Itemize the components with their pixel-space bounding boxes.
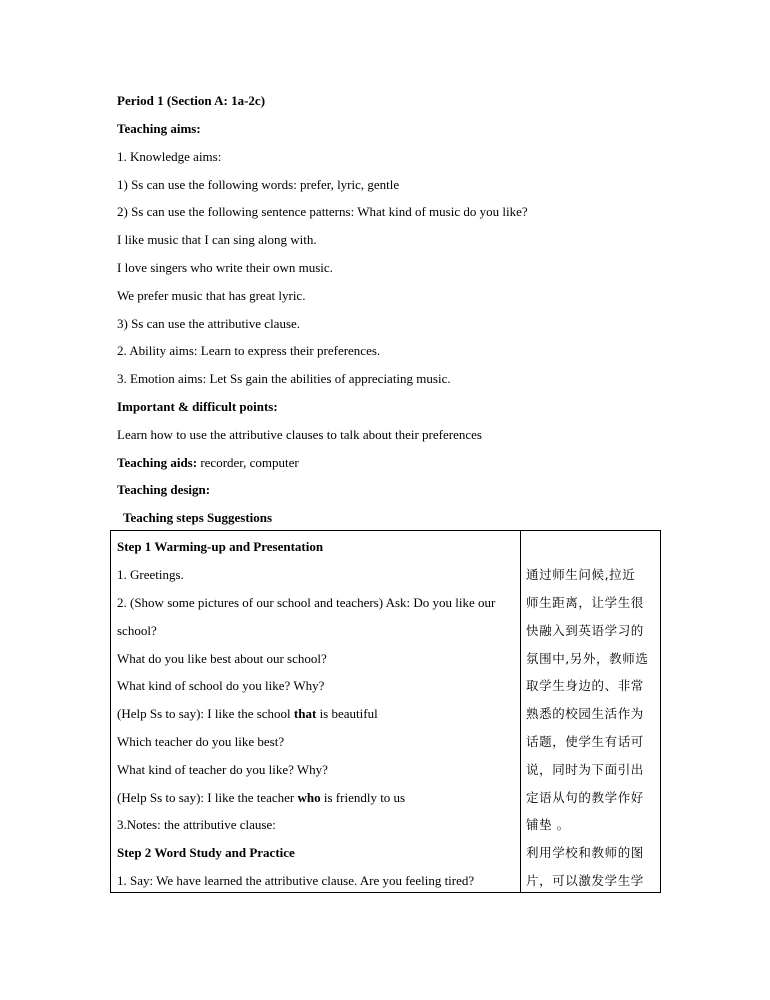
- suggestion-line: 快融入到英语学习的: [526, 623, 644, 638]
- suggestion-line: 定语从句的教学作好: [526, 790, 644, 805]
- teaching-design-heading: Teaching design:: [117, 482, 211, 497]
- step1-greetings: 1. Greetings.: [117, 567, 184, 582]
- help-teacher-relative: who: [297, 790, 321, 805]
- help-teacher-pre: (Help Ss to say): I like the teacher: [117, 790, 298, 805]
- help-school-sentence: [117, 706, 378, 722]
- example-sentence-2: I love singers who write their own music.: [117, 260, 333, 275]
- step1-show-pictures: 2. (Show some pictures of our school and teachers) Ask: Do you like our: [117, 595, 496, 610]
- question-kind-teacher: What kind of teacher do you like? Why?: [117, 762, 328, 777]
- suggestion-line: 利用学校和教师的图: [526, 845, 644, 860]
- teaching-aids-label: Teaching aids:: [117, 455, 198, 470]
- help-school-pre: (Help Ss to say): I like the school: [117, 706, 294, 721]
- suggestion-line: 氛围中,另外，教师选: [526, 651, 649, 666]
- aim-clause: 3) Ss can use the attributive clause.: [117, 316, 301, 331]
- question-teacher-best: Which teacher do you like best?: [117, 734, 285, 749]
- step2-heading: Step 2 Word Study and Practice: [117, 845, 295, 860]
- knowledge-aims: 1. Knowledge aims:: [117, 149, 222, 164]
- help-teacher-post: is friendly to us: [320, 790, 406, 805]
- suggestion-line: 话题，使学生有话可: [526, 734, 644, 749]
- suggestion-line: 说，同时为下面引出: [526, 762, 644, 777]
- step1-heading: Step 1 Warming-up and Presentation: [117, 539, 324, 554]
- suggestion-line: 取学生身边的、非常: [526, 678, 644, 693]
- suggestion-line: 铺垫 。: [526, 817, 570, 832]
- suggestion-line: 师生距离，让学生很: [526, 595, 644, 610]
- ability-aims: 2. Ability aims: Learn to express their preferences.: [117, 343, 381, 358]
- teaching-aims-heading: Teaching aims:: [117, 121, 201, 136]
- table-column-headers: Teaching steps Suggestions: [123, 510, 273, 525]
- suggestion-line: 通过师生问候,拉近: [526, 567, 636, 582]
- aim-patterns: 2) Ss can use the following sentence patterns: What kind of music do you like?: [117, 204, 528, 219]
- step2-say: 1. Say: We have learned the attributive clause. Are you feeling tired?: [117, 873, 475, 888]
- notes-attributive: 3.Notes: the attributive clause:: [117, 817, 276, 832]
- points-text: Learn how to use the attributive clauses to talk about their preferences: [117, 427, 482, 442]
- period-title: Period 1 (Section A: 1a-2c): [117, 93, 266, 108]
- points-heading: Important & difficult points:: [117, 399, 278, 414]
- question-best-school: What do you like best about our school?: [117, 651, 327, 666]
- suggestion-line: 片，可以激发学生学: [526, 873, 644, 888]
- question-kind-school: What kind of school do you like? Why?: [117, 678, 325, 693]
- help-school-post: is beautiful: [316, 706, 378, 721]
- help-school-relative: that: [293, 706, 317, 721]
- example-sentence-3: We prefer music that has great lyric.: [117, 288, 306, 303]
- teaching-steps-table: [110, 530, 661, 893]
- teaching-aids: [117, 455, 299, 471]
- column-divider: [520, 531, 521, 892]
- help-teacher-sentence: [117, 790, 405, 806]
- suggestion-line: 熟悉的校园生活作为: [526, 706, 644, 721]
- example-sentence-1: I like music that I can sing along with.: [117, 232, 317, 247]
- teaching-aids-text: recorder, computer: [197, 455, 299, 470]
- step1-school: school?: [117, 623, 157, 638]
- aim-words: 1) Ss can use the following words: prefer, lyric, gentle: [117, 177, 400, 192]
- emotion-aims: 3. Emotion aims: Let Ss gain the abilities of appreciating music.: [117, 371, 451, 386]
